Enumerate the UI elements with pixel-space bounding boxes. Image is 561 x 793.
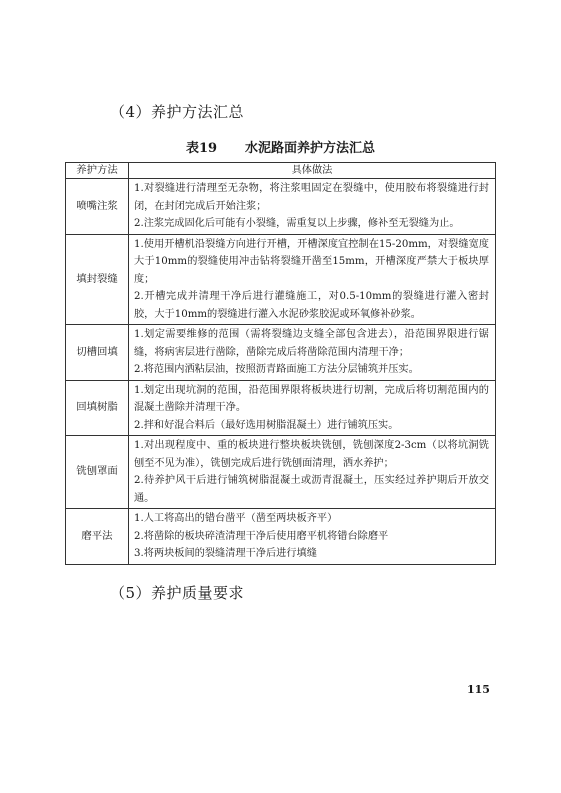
section-heading-4: （4）养护方法汇总 — [110, 103, 245, 121]
table-caption-title: 水泥路面养护方法汇总 — [245, 141, 376, 156]
method-detail-cell — [129, 380, 496, 436]
method-step: 2.开槽完成并清理干净后进行灌缝施工，对0.5-10mm的裂缝进行灌入密封胶，大于10mm的裂缝进行灌入水泥砂浆胶泥或环氧修补砂浆。 — [134, 291, 489, 320]
section-heading-5: （5）养护质量要求 — [110, 584, 245, 602]
method-step: 1.对裂缝进行清理至无杂物，将注浆咀固定在裂缝中，使用胶布将裂缝进行封闭，在封闭完成后开始注浆； — [134, 183, 489, 212]
method-step: 1.划定出现坑洞的范围，沿范围界限将板块进行切割，完成后将切割范围内的混凝土凿除并清理干净。 — [134, 384, 489, 413]
table-row — [66, 179, 496, 235]
table-caption-number: 表19 — [185, 141, 218, 156]
method-name-cell: 回填树脂 — [66, 380, 129, 436]
method-name-cell: 铣刨罩面 — [66, 436, 129, 509]
table-body — [66, 179, 496, 565]
table-header-row — [66, 163, 496, 179]
table-row — [66, 509, 496, 565]
method-step: 2.注浆完成固化后可能有小裂缝，需重复以上步骤，修补至无裂缝为止。 — [134, 218, 460, 229]
method-step: 2.将凿除的板块碎渣清理干净后使用磨平机将错台除磨平 — [134, 530, 389, 542]
method-name-cell: 磨平法 — [66, 509, 129, 565]
method-detail-cell — [129, 234, 496, 325]
method-detail-cell — [129, 179, 496, 235]
column-header-details: 具体做法 — [129, 163, 496, 179]
method-step: 1.人工将高出的错台凿平（凿至两块板齐平） — [134, 513, 338, 524]
method-step: 2.将范围内洒粘层油，按照沥青路面施工方法分层铺筑并压实。 — [134, 364, 419, 375]
maintenance-methods-table — [65, 162, 496, 565]
method-step: 1.对出现程度中、重的板块进行整块板块铣刨，铣刨深度2-3cm（以将坑洞铣刨至不见为准），铣刨完成后进行铣刨面清理，洒水养护； — [134, 440, 489, 469]
method-detail-cell — [129, 436, 496, 509]
method-step: 2.待养护风干后进行铺筑树脂混凝土或沥青混凝土，压实经过养护期后开放交通。 — [134, 475, 489, 504]
table-row — [66, 380, 496, 436]
table-caption — [0, 137, 561, 156]
method-step: 1.使用开槽机沿裂缝方向进行开槽，开槽深度宜控制在15-20mm，对裂缝宽度大于10mm的裂缝使用冲击钻将裂缝开凿至15mm，开槽深度严禁大于板块厚度； — [134, 238, 489, 285]
method-name-cell: 填封裂缝 — [66, 234, 129, 325]
column-header-method: 养护方法 — [66, 163, 129, 179]
method-name-cell: 切槽回填 — [66, 325, 129, 381]
table-row — [66, 325, 496, 381]
table-row — [66, 234, 496, 325]
method-step: 2.拌和好混合料后（最好选用树脂混凝土）进行铺筑压实。 — [134, 419, 399, 431]
method-name-cell: 喷嘴注浆 — [66, 179, 129, 235]
method-detail-cell — [129, 509, 496, 565]
method-detail-cell — [129, 325, 496, 381]
method-step: 1.划定需要维修的范围（需将裂缝边支缝全部包含进去），沿范围界限进行锯缝，将病害层进行凿除，凿除完成后将凿除范围内清理干净； — [134, 329, 489, 358]
page-number: 115 — [467, 683, 490, 696]
table-row — [66, 436, 496, 509]
method-step: 3.将两块板间的裂缝清理干净后进行填缝 — [134, 548, 317, 559]
